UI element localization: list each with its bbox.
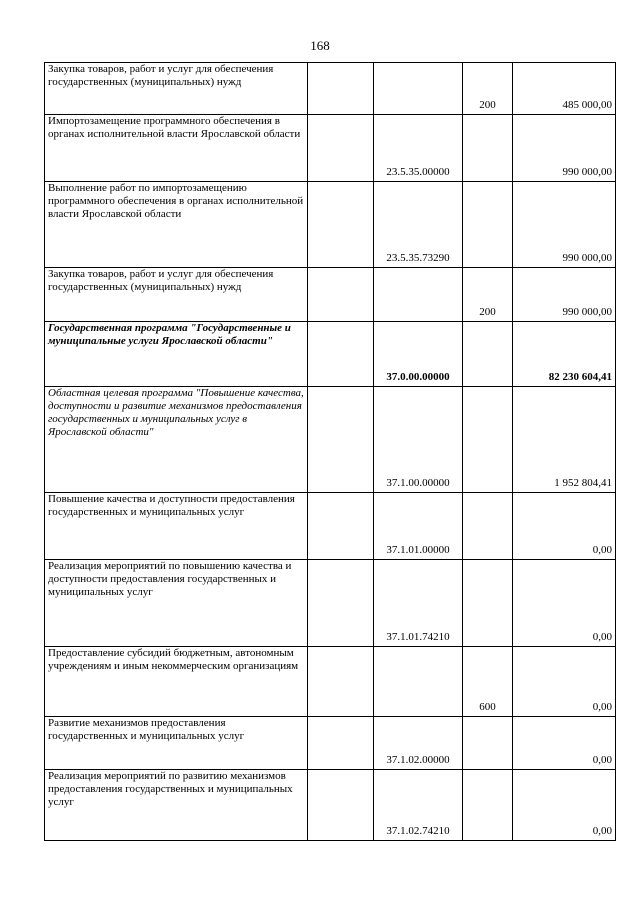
row-name: Закупка товаров, работ и услуг для обеспечения государственных (муниципальных) нужд bbox=[45, 63, 308, 115]
table-row bbox=[45, 770, 616, 841]
row-type: 200 bbox=[463, 268, 513, 322]
row-sum: 1 952 804,41 bbox=[513, 387, 616, 493]
row-name: Выполнение работ по импортозамещению программного обеспечения в органах исполнительной власти Ярославской области bbox=[45, 182, 308, 268]
row-empty-cell bbox=[308, 647, 374, 717]
row-empty-cell bbox=[308, 770, 374, 841]
table-row bbox=[45, 115, 616, 182]
row-name: Реализация мероприятий по повышению качества и доступности предоставления государственных и муниципальных услуг bbox=[45, 560, 308, 647]
row-empty-cell bbox=[308, 493, 374, 560]
row-empty-cell bbox=[308, 63, 374, 115]
row-sum: 0,00 bbox=[513, 493, 616, 560]
row-name: Повышение качества и доступности предоставления государственных и муниципальных услуг bbox=[45, 493, 308, 560]
row-sum: 0,00 bbox=[513, 717, 616, 770]
table-row bbox=[45, 717, 616, 770]
row-type bbox=[463, 770, 513, 841]
row-name: Импортозамещение программного обеспечения в органах исполнительной власти Ярославской области bbox=[45, 115, 308, 182]
row-empty-cell bbox=[308, 182, 374, 268]
row-name: Предоставление субсидий бюджетным, автономным учреждениям и иным некоммерческим организациям bbox=[45, 647, 308, 717]
row-type bbox=[463, 717, 513, 770]
row-code: 23.5.35.00000 bbox=[374, 115, 463, 182]
table-row bbox=[45, 560, 616, 647]
row-type bbox=[463, 182, 513, 268]
row-sum: 990 000,00 bbox=[513, 182, 616, 268]
table-row bbox=[45, 182, 616, 268]
row-type: 200 bbox=[463, 63, 513, 115]
row-empty-cell bbox=[308, 717, 374, 770]
budget-table bbox=[44, 62, 616, 841]
row-sum: 0,00 bbox=[513, 560, 616, 647]
row-empty-cell bbox=[308, 322, 374, 387]
row-empty-cell bbox=[308, 387, 374, 493]
row-code bbox=[374, 647, 463, 717]
row-type bbox=[463, 115, 513, 182]
table-row bbox=[45, 268, 616, 322]
table-row bbox=[45, 387, 616, 493]
row-sum: 0,00 bbox=[513, 770, 616, 841]
row-type bbox=[463, 493, 513, 560]
table-row bbox=[45, 493, 616, 560]
row-code: 23.5.35.73290 bbox=[374, 182, 463, 268]
row-code: 37.1.01.74210 bbox=[374, 560, 463, 647]
table-row bbox=[45, 322, 616, 387]
row-empty-cell bbox=[308, 268, 374, 322]
row-code: 37.1.02.74210 bbox=[374, 770, 463, 841]
row-type bbox=[463, 560, 513, 647]
row-name: Развитие механизмов предоставления государственных и муниципальных услуг bbox=[45, 717, 308, 770]
row-type: 600 bbox=[463, 647, 513, 717]
table-row bbox=[45, 647, 616, 717]
row-sum: 82 230 604,41 bbox=[513, 322, 616, 387]
row-code: 37.1.02.00000 bbox=[374, 717, 463, 770]
page-number: 168 bbox=[310, 38, 330, 53]
row-code: 37.0.00.00000 bbox=[374, 322, 463, 387]
row-type bbox=[463, 322, 513, 387]
row-sum: 990 000,00 bbox=[513, 115, 616, 182]
row-code: 37.1.00.00000 bbox=[374, 387, 463, 493]
table-row bbox=[45, 63, 616, 115]
row-name: Реализация мероприятий по развитию механизмов предоставления государственных и муниципальных услуг bbox=[45, 770, 308, 841]
budget-table-body bbox=[45, 63, 616, 841]
row-name: Закупка товаров, работ и услуг для обеспечения государственных (муниципальных) нужд bbox=[45, 268, 308, 322]
row-sum: 0,00 bbox=[513, 647, 616, 717]
row-empty-cell bbox=[308, 115, 374, 182]
row-sum: 990 000,00 bbox=[513, 268, 616, 322]
row-sum: 485 000,00 bbox=[513, 63, 616, 115]
row-empty-cell bbox=[308, 560, 374, 647]
row-name: Областная целевая программа "Повышение качества, доступности и развитие механизмов предоставления государственных и муниципальных услуг в Ярославской области" bbox=[45, 387, 308, 493]
row-code: 37.1.01.00000 bbox=[374, 493, 463, 560]
row-code bbox=[374, 268, 463, 322]
row-code bbox=[374, 63, 463, 115]
row-name: Государственная программа "Государственные и муниципальные услуги Ярославской области" bbox=[45, 322, 308, 387]
row-type bbox=[463, 387, 513, 493]
